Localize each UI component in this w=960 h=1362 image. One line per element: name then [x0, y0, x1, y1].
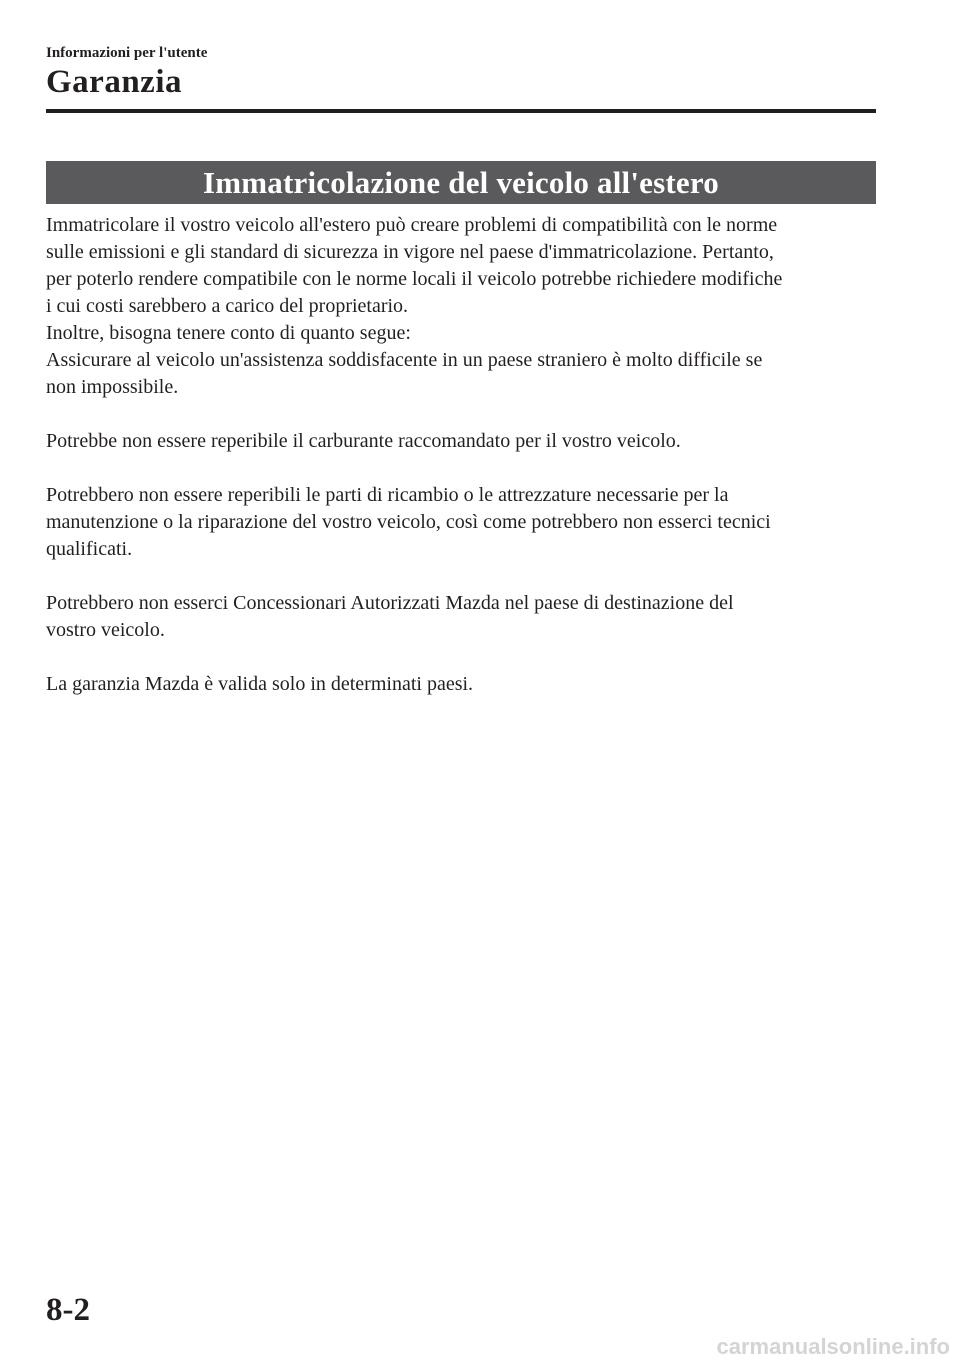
body-line: Inoltre, bisogna tenere conto di quanto segue: [46, 322, 411, 344]
body-line: i cui costi sarebbero a carico del proprietario. [46, 295, 409, 317]
body-line: Potrebbe non essere reperibile il carburante raccomandato per il vostro veicolo. [46, 430, 681, 452]
section-heading: Immatricolazione del veicolo all'estero [46, 161, 876, 204]
watermark-link[interactable]: carmanualsonline.info [716, 1334, 950, 1359]
body-line: non impossibile. [46, 376, 179, 398]
body-line: vostro veicolo. [46, 619, 165, 641]
title-divider [46, 109, 876, 113]
paragraph-gap [46, 401, 886, 428]
body-line: per poterlo rendere compatibile con le norme locali il veicolo potrebbe richiedere modifiche [46, 268, 783, 290]
page-number: 8-2 [46, 1292, 90, 1328]
body-line: Assicurare al veicolo un'assistenza soddisfacente in un paese straniero è molto difficile se [46, 349, 763, 371]
page-title: Garanzia [46, 64, 182, 100]
body-line: Immatricolare il vostro veicolo all'estero può creare problemi di compatibilità con le norme [46, 214, 778, 236]
body-line: manutenzione o la riparazione del vostro veicolo, così come potrebbero non esserci tecnici [46, 511, 771, 533]
body-text [46, 212, 886, 698]
body-line: sulle emissioni e gli standard di sicurezza in vigore nel paese d'immatricolazione. Pertanto, [46, 241, 774, 263]
breadcrumb: Informazioni per l'utente [46, 45, 208, 61]
paragraph-gap [46, 644, 886, 671]
body-line: Potrebbero non essere reperibili le parti di ricambio o le attrezzature necessarie per la [46, 484, 729, 506]
body-line: qualificati. [46, 538, 133, 560]
body-line: La garanzia Mazda è valida solo in determinati paesi. [46, 673, 474, 695]
body-line: Potrebbero non esserci Concessionari Autorizzati Mazda nel paese di destinazione del [46, 592, 734, 614]
paragraph-gap [46, 455, 886, 482]
paragraph-gap [46, 563, 886, 590]
